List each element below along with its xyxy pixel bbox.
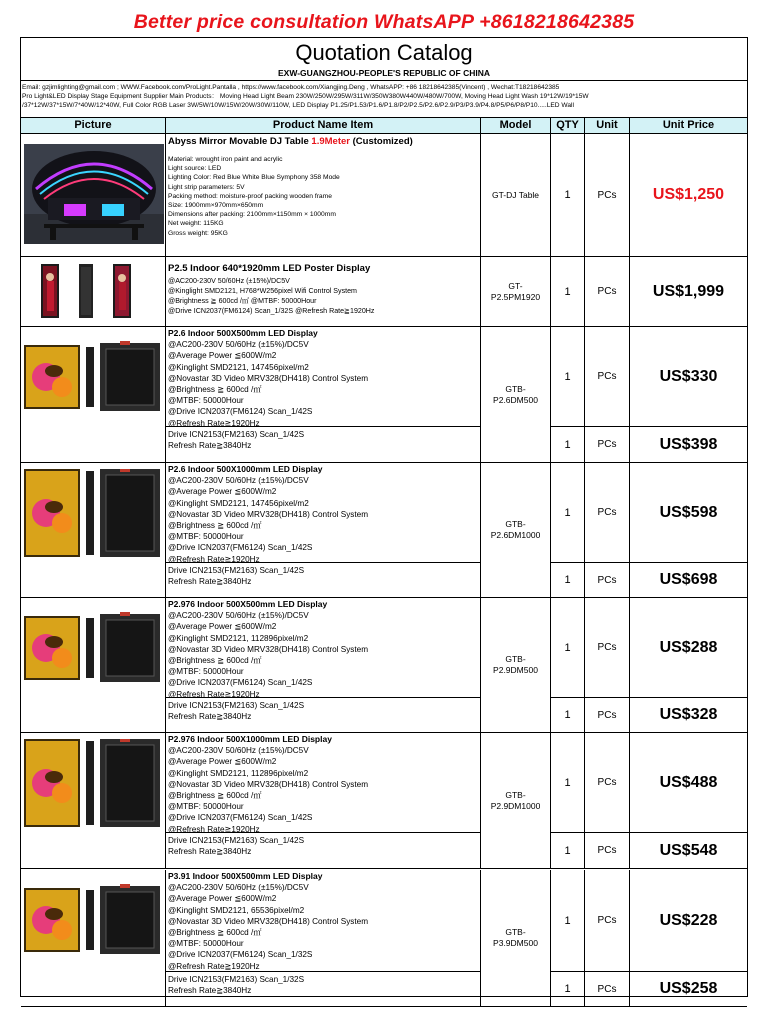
unit-cell: PCs (585, 733, 630, 833)
whatsapp-banner: Better price consultation WhatsAPP +8618218642385 (133, 11, 635, 33)
spec-line: @MTBF: 50000Hour (168, 532, 244, 542)
spec-line: Drive ICN2153(FM2163) Scan_1/42S (168, 701, 305, 710)
spec-line: @Drive ICN2037(FM6124) Scan_1/42S (168, 678, 313, 688)
unit-price: US$330 (630, 327, 747, 427)
alt-qty-cell: 1 (551, 427, 585, 463)
poster-display-image (39, 262, 139, 322)
spec-line: Drive ICN2153(FM2163) Scan_1/42S (168, 836, 305, 845)
alt-unit-price: US$258 (630, 972, 747, 1007)
model-cell: GTB- P2.9DM500 (481, 598, 551, 733)
qty-cell: 1 (551, 870, 585, 972)
product-title: P2.976 Indoor 500X1000mm LED Display (168, 734, 332, 744)
led-cabinet-image (24, 739, 162, 827)
qty-cell: 1 (551, 327, 585, 427)
contact-line: Email: gzjimlighting@gmail.com ; WWW.Facebook.com/ProLight.Pantalla , https://www.facebook.com/Xiangjing.Deng , WhatsAPP: +86 18218642385(Vincent) , Wechat:T18218642385 (22, 84, 560, 91)
spec-line: Refresh Rate≧3840Hz (168, 986, 252, 996)
spec-line: Refresh Rate≧3840Hz (168, 712, 252, 722)
spec-line: Size: 1900mm×970mm×650mm (168, 202, 264, 210)
spec-line: @Kinglight SMD2121, 112896pixel/m2 (168, 768, 309, 778)
spec-line: Light strip parameters: 5V (168, 183, 245, 191)
alt-drive-option (166, 698, 481, 733)
spec-line: @Refresh Rate≧1920Hz (168, 554, 260, 563)
spec-line: Drive ICN2153(FM2163) Scan_1/42S (168, 430, 305, 439)
spec-line: @Average Power ≦600W/m2 (168, 487, 277, 497)
spec-line: @Brightness ≧ 600cd /㎡ (168, 385, 262, 395)
spec-line: @Brightness ≧ 600cd /㎡ (168, 656, 262, 666)
qty-cell: 1 (551, 733, 585, 833)
spec-line: Refresh Rate≧3840Hz (168, 577, 252, 587)
led-cabinet-image (24, 469, 162, 557)
alt-unit-cell: PCs (585, 698, 630, 733)
header-unit: Unit (585, 117, 630, 134)
qty-cell: 1 (551, 134, 585, 257)
spec-line: @Drive ICN2037(FM6124) Scan_1/42S (168, 813, 313, 823)
product-title: P2.5 Indoor 640*1920mm LED Poster Display (168, 263, 371, 274)
unit-cell: PCs (585, 463, 630, 563)
spec-line: @MTBF: 50000Hour (168, 939, 244, 949)
spec-line: Gross weight: 95KG (168, 229, 228, 237)
alt-drive-option (166, 427, 481, 463)
spec-line: @Refresh Rate≧1920Hz (168, 418, 260, 427)
alt-qty-cell: 1 (551, 563, 585, 598)
unit-price: US$1,999 (630, 257, 747, 327)
product-description (166, 327, 481, 427)
product-description (166, 257, 481, 327)
alt-unit-price: US$328 (630, 698, 747, 733)
spec-line: @AC200-230V 50/60Hz (±15%)/DC5V (168, 476, 309, 486)
product-description (166, 733, 481, 833)
qty-cell: 1 (551, 257, 585, 327)
spec-line: @MTBF: 50000Hour (168, 802, 244, 812)
spec-line: Light source: LED (168, 165, 222, 173)
spec-line: @Kinglight SMD2121, 112896pixel/m2 (168, 633, 309, 643)
page-title: Quotation Catalog (295, 40, 473, 65)
spec-line: Refresh Rate≧3840Hz (168, 847, 252, 857)
spec-line: @Novastar 3D Video MRV328(DH418) Control System (168, 373, 369, 383)
unit-price: US$1,250 (630, 134, 747, 257)
spec-line: Drive ICN2153(FM2163) Scan_1/42S (168, 566, 305, 575)
alt-unit-cell: PCs (585, 427, 630, 463)
qty-cell: 1 (551, 598, 585, 698)
spec-line: @Refresh Rate≧1920Hz (168, 961, 260, 971)
spec-line: @AC200-230V 50/60Hz (±15%)/DC5V (168, 746, 309, 756)
spec-line: Refresh Rate≧3840Hz (168, 441, 252, 451)
product-description (166, 598, 481, 698)
model-cell: GT-DJ Table (481, 134, 551, 257)
alt-qty-cell: 1 (551, 833, 585, 869)
product-picture (21, 463, 166, 598)
alt-unit-cell: PCs (585, 563, 630, 598)
product-picture (21, 327, 166, 463)
product-picture (21, 598, 166, 733)
product-description (166, 134, 481, 257)
spec-line: @Kinglight SMD2121, 65536pixel/m2 (168, 905, 305, 915)
spec-line: Dimensions after packing: 2100mm×1150mm × 1000mm (168, 211, 336, 219)
page-subtitle: EXW-GUANGZHOU-PEOPLE'S REPUBLIC OF CHINA (278, 68, 490, 78)
quotation-sheet (20, 37, 748, 997)
product-picture (21, 870, 166, 1007)
model-cell: GTB- P2.9DM1000 (481, 733, 551, 869)
spec-line: @AC200-230V 50/60Hz (±15%)/DC5V (168, 340, 309, 350)
products-line: /37*12W/37*15W/7*40W/12*40W, Full Color RGB Laser 3W/5W/10W/15W/20W/30W/110W, LED Display P1.25/P1.53/P1.6/P1.8/P2/P2.5/P2.6/P2.9/P3/P3.9/P4.8/P5/P6/P8/P10.....LED Wall (22, 102, 574, 109)
spec-line: @Kinglight SMD2121, 147456pixel/m2 (168, 498, 309, 508)
spec-line: @Novastar 3D Video MRV328(DH418) Control System (168, 509, 369, 519)
alt-unit-price: US$398 (630, 427, 747, 463)
led-cabinet-image (24, 337, 162, 417)
product-description (166, 463, 481, 563)
spec-line: @MTBF: 50000Hour (168, 396, 244, 406)
alt-unit-cell: PCs (585, 972, 630, 1007)
spec-line: @AC200-230V 50/60Hz (±15%)/DC5V (168, 611, 309, 621)
spec-line: @Refresh Rate≧1920Hz (168, 824, 260, 833)
unit-cell: PCs (585, 327, 630, 427)
header-model: Model (481, 117, 551, 134)
spec-line: Lighting Color: Red Blue White Blue Symphony 358 Mode (168, 174, 340, 182)
spec-line: @Kinglight SMD2121, 147456pixel/m2 (168, 362, 309, 372)
alt-drive-option (166, 563, 481, 598)
spec-line: @AC200-230V 50/60Hz (±15%)/DC5V (168, 883, 309, 893)
product-title: P2.976 Indoor 500X500mm LED Display (168, 599, 328, 609)
product-description (166, 870, 481, 972)
alt-unit-cell: PCs (585, 833, 630, 869)
alt-unit-price: US$548 (630, 833, 747, 869)
header-picture: Picture (21, 117, 166, 134)
spec-line: @Novastar 3D Video MRV328(DH418) Control System (168, 779, 369, 789)
spec-line: Packing method: moisture-proof packing wooden frame (168, 192, 332, 200)
unit-cell: PCs (585, 598, 630, 698)
led-cabinet-image (24, 608, 162, 688)
unit-price: US$488 (630, 733, 747, 833)
spec-line: @Kinglight SMD2121, H768*W256pixel Wifi Control System (168, 287, 357, 295)
spec-line: Net weight: 115KG (168, 220, 224, 228)
product-picture (21, 134, 166, 257)
spec-line: @Brightness ≧ 600cd /㎡ @MTBF: 50000Hour (168, 297, 317, 305)
contact-info (21, 80, 747, 116)
product-picture (21, 733, 166, 869)
products-line: Pro Light&LED Display Stage Equipment Supplier Main Products： Moving Head Light Beam 230W/250W/295W/311W/350W380W440W/480W/700W, Moving Head Light Wash 19*12W/19*15W (22, 93, 589, 100)
spec-line: @Brightness ≧ 600cd /㎡ (168, 791, 262, 801)
header-product-name: Product Name Item (166, 117, 481, 134)
spec-line: @Refresh Rate≧1920Hz (168, 689, 260, 698)
spec-line: @Average Power ≦600W/m2 (168, 622, 277, 632)
spec-line: @AC200-230V 50/60Hz (±15%)/DC5V (168, 277, 290, 285)
unit-price: US$598 (630, 463, 747, 563)
header-qty: QTY (551, 117, 585, 134)
model-cell: GTB- P3.9DM500 (481, 870, 551, 1007)
spec-line: Material: wrought iron paint and acrylic (168, 156, 283, 163)
alt-qty-cell: 1 (551, 698, 585, 733)
alt-unit-price: US$698 (630, 563, 747, 598)
model-cell: GT- P2.5PM1920 (481, 257, 551, 327)
alt-drive-option (166, 972, 481, 1007)
product-picture (21, 257, 166, 327)
unit-cell: PCs (585, 134, 630, 257)
model-cell: GTB- P2.6DM500 (481, 327, 551, 463)
unit-price: US$228 (630, 870, 747, 972)
spec-line: @Drive ICN2037(FM6124) Scan_1/42S (168, 407, 313, 417)
spec-line: @Novastar 3D Video MRV328(DH418) Control System (168, 916, 369, 926)
spec-line: @Drive ICN2037(FM6124) Scan_1/42S (168, 543, 313, 553)
spec-line: @Brightness ≧ 600cd /㎡ (168, 928, 262, 938)
spec-line: @Average Power ≦600W/m2 (168, 894, 277, 904)
spec-line: @Average Power ≦600W/m2 (168, 351, 277, 361)
spec-line: @Drive ICN2037(FM6124) Scan_1/32S @Refresh Rate≧1920Hz (168, 307, 375, 315)
spec-line: @Average Power ≦600W/m2 (168, 757, 277, 767)
product-title: P3.91 Indoor 500X500mm LED Display (168, 871, 323, 881)
product-title: P2.6 Indoor 500X500mm LED Display (168, 328, 318, 338)
spec-line: @Drive ICN2037(FM6124) Scan_1/32S (168, 950, 313, 960)
product-title: Abyss Mirror Movable DJ Table 1.9Meter (Customized) (168, 136, 413, 147)
spec-line: @Brightness ≧ 600cd /㎡ (168, 521, 262, 531)
led-cabinet-image (24, 880, 162, 960)
spec-line: @MTBF: 50000Hour (168, 667, 244, 677)
dj-table-image (24, 144, 164, 244)
spec-line: @Novastar 3D Video MRV328(DH418) Control System (168, 644, 369, 654)
alt-qty-cell: 1 (551, 972, 585, 1007)
model-cell: GTB- P2.6DM1000 (481, 463, 551, 598)
product-title: P2.6 Indoor 500X1000mm LED Display (168, 464, 323, 474)
unit-cell: PCs (585, 870, 630, 972)
alt-drive-option (166, 833, 481, 869)
header-unit-price: Unit Price (630, 117, 747, 134)
unit-cell: PCs (585, 257, 630, 327)
unit-price: US$288 (630, 598, 747, 698)
qty-cell: 1 (551, 463, 585, 563)
spec-line: Drive ICN2153(FM2163) Scan_1/32S (168, 975, 305, 984)
size-highlight: 1.9Meter (311, 136, 350, 147)
